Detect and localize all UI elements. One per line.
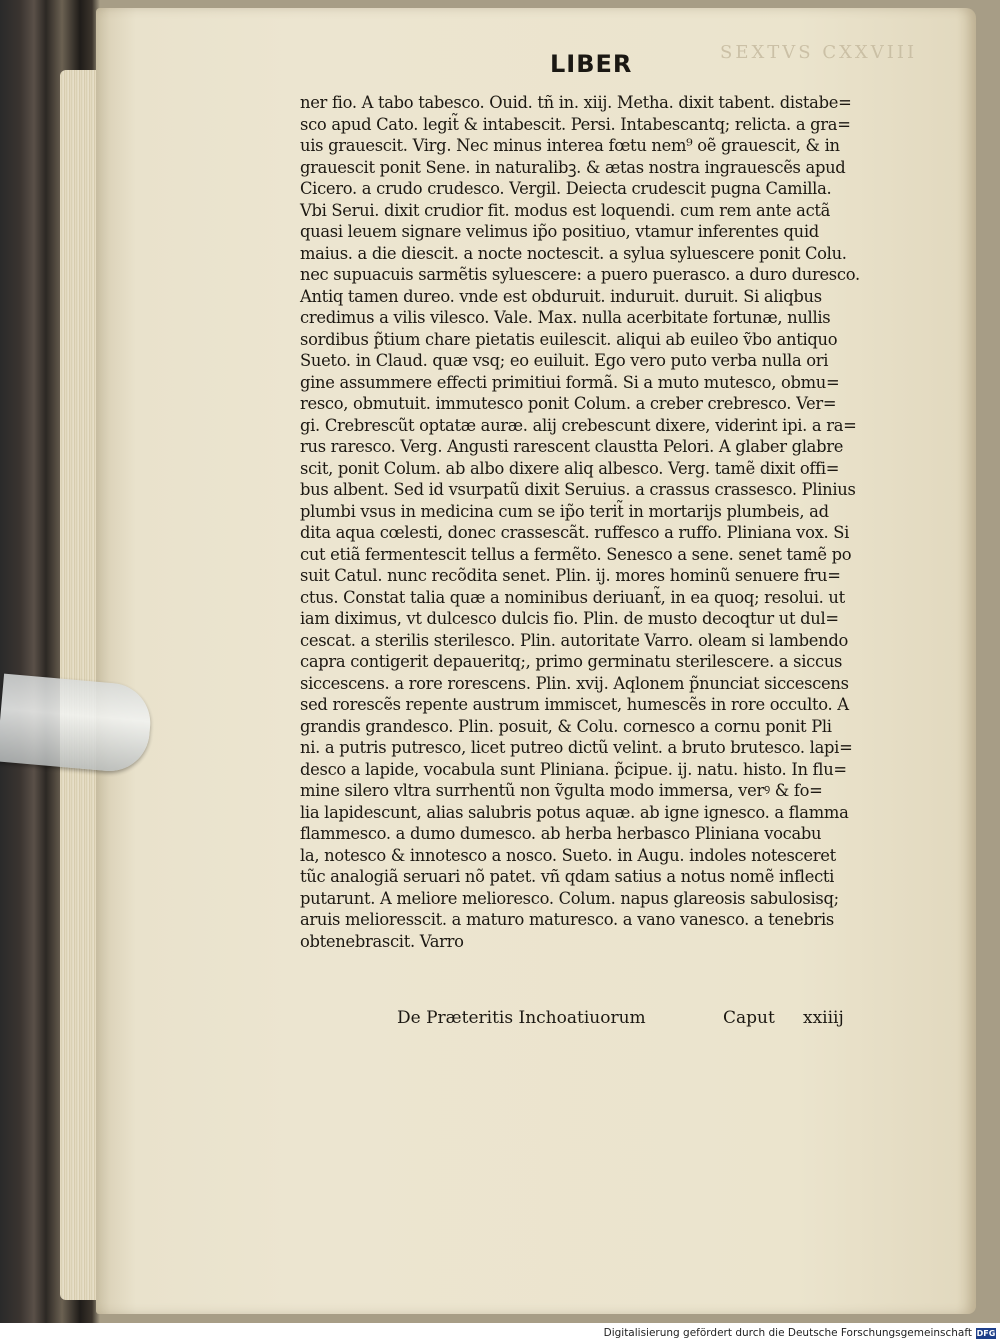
- text-line: gine assummere effecti primitiui formã. Si a muto mutesco, obmu=: [300, 372, 840, 392]
- text-line: iam diximus, vt dulcesco dulcis fio. Plin. de musto decoqtur ut dul=: [300, 609, 839, 628]
- text-line: scit, ponit Colum. ab albo dixere aliq albesco. Verg. tamẽ dixit offi=: [300, 458, 840, 478]
- text-line: ner fio. A tabo tabesco. Ouid. tñ in. xiij. Metha. dixit tabent. distabe=: [300, 93, 852, 112]
- text-line: capra contigerit depaueritq;, primo germinatu sterilescere. a siccus: [300, 652, 843, 671]
- text-line: tũc analogiã seruari nõ patet. vñ qdam satius a notus nomẽ inflecti: [300, 867, 835, 886]
- bookmark-strip: [0, 674, 154, 775]
- text-line: la, notesco & innotesco a nosco. Sueto. in Augu. indoles notesceret: [300, 845, 836, 865]
- text-line: grandis grandesco. Plin. posuit, & Colu. cornesco a cornu ponit Pli: [300, 716, 832, 736]
- text-line: cut etiã fermentescit tellus a fermẽto. Senesco a sene. senet tamẽ po: [300, 544, 852, 564]
- text-line: sordibus p̃tium chare pietatis euilescit. aliqui ab euileo ṽbo antiquo: [300, 329, 838, 349]
- text-line: gi. Crebrescũt optatæ auræ. alij crebescunt dixere, viderint ipi. a ra=: [300, 415, 857, 435]
- text-line: desco a lapide, vocabula sunt Pliniana. p̃cipue. ij. natu. histo. In flu=: [300, 759, 847, 779]
- text-line: Cicero. a crudo crudesco. Vergil. Deiecta crudescit pugna Camilla.: [300, 179, 832, 198]
- text-line: bus albent. Sed id vsurpatũ dixit Seruius. a crassus crassesco. Plinius: [300, 480, 856, 499]
- text-line: aruis melioresscit. a maturo maturesco. a vano vanesco. a tenebris: [300, 910, 834, 929]
- text-line: plumbi vsus in medicina cum se ip̃o terit̃ in mortarijs plumbeis, ad: [300, 501, 829, 521]
- footer-credit: Digitalisierung gefördert durch die Deutsche Forschungsgemeinschaft: [603, 1327, 972, 1339]
- body-text: [300, 92, 915, 952]
- text-line: ni. a putris putresco, licet putreo dictũ velint. a bruto brutesco. lapi=: [300, 738, 853, 757]
- text-line: nec supuacuis sarmẽtis syluescere: a puero puerasco. a duro duresco.: [300, 265, 860, 284]
- text-line: Antiq tamen dureo. vnde est obduruit. induruit. duruit. Si aliqbus: [300, 286, 822, 306]
- text-line: Vbi Serui. dixit crudior fit. modus est loquendi. cum rem ante actã: [300, 200, 831, 220]
- text-line: sco apud Cato. legit̃ & intabescit. Persi. Intabescantq; relicta. a gra=: [300, 114, 851, 134]
- bleed-through-text: SEXTVS CXXVIII: [720, 42, 918, 63]
- text-line: resco, obmutuit. immutesco ponit Colum. a creber crebresco. Ver=: [300, 394, 837, 413]
- text-line: suit Catul. nunc recõdita senet. Plin. ij. mores hominũ senuere fru=: [300, 566, 841, 585]
- text-line: cescat. a sterilis sterilesco. Plin. autoritate Varro. oleam si lambendo: [300, 630, 848, 650]
- text-line: lia lapidescunt, alias salubris potus aquæ. ab igne ignesco. a flamma: [300, 802, 849, 822]
- text-line: mine silero vltra surrhentũ non ṽgulta modo immersa, verꝰ & fo=: [300, 781, 823, 800]
- text-line: ctus. Constat talia quæ a nominibus deriuant̃, in ea quoq; resolui. ut: [300, 587, 845, 607]
- text-line: grauescit ponit Sene. in naturalibꝫ. & ætas nostra ingrauescẽs apud: [300, 157, 846, 177]
- text-line: rus raresco. Verg. Angusti rarescent claustta Pelori. A glaber glabre: [300, 437, 844, 456]
- text-line: uis grauescit. Virg. Nec minus interea fœtu nem⁹ oẽ grauescit, & in: [300, 136, 840, 155]
- text-line: maius. a die diescit. a nocte noctescit. a sylua syluescere ponit Colu.: [300, 243, 847, 263]
- running-header: LIBER: [550, 50, 633, 78]
- text-line: obtenebrascit. Varro: [300, 931, 464, 951]
- text-line: credimus a vilis vilesco. Vale. Max. nulla acerbitate fortunæ, nullis: [300, 308, 831, 327]
- text-line: Sueto. in Claud. quæ vsq; eo euiluit. Ego vero puto verba nulla ori: [300, 351, 829, 370]
- text-line: flammesco. a dumo dumesco. ab herba herbasco Pliniana vocabu: [300, 824, 822, 843]
- chapter-caput: Caput: [723, 1008, 775, 1028]
- text-line: sed rorescẽs repente austrum immiscet, humescẽs in rore occulto. A: [300, 695, 849, 714]
- text-line: dita aqua cœlesti, donec crassescãt. ruffesco a ruffo. Pliniana vox. Si: [300, 523, 850, 542]
- chapter-number: xxiiij: [803, 1008, 844, 1028]
- text-line: quasi leuem signare velimus ip̃o positiuo, vtamur inferentes quid: [300, 222, 819, 241]
- text-line: siccescens. a rore rorescens. Plin. xvij. Aqlonem p̃nunciat siccescens: [300, 673, 849, 693]
- footer-bar: [0, 1323, 1000, 1341]
- text-line: putarunt. A meliore melioresco. Colum. napus glareosis sabulosisq;: [300, 888, 839, 908]
- chapter-title: De Præteritis Inchoatiuorum: [397, 1008, 646, 1028]
- dfg-logo-icon: DFG: [976, 1329, 996, 1338]
